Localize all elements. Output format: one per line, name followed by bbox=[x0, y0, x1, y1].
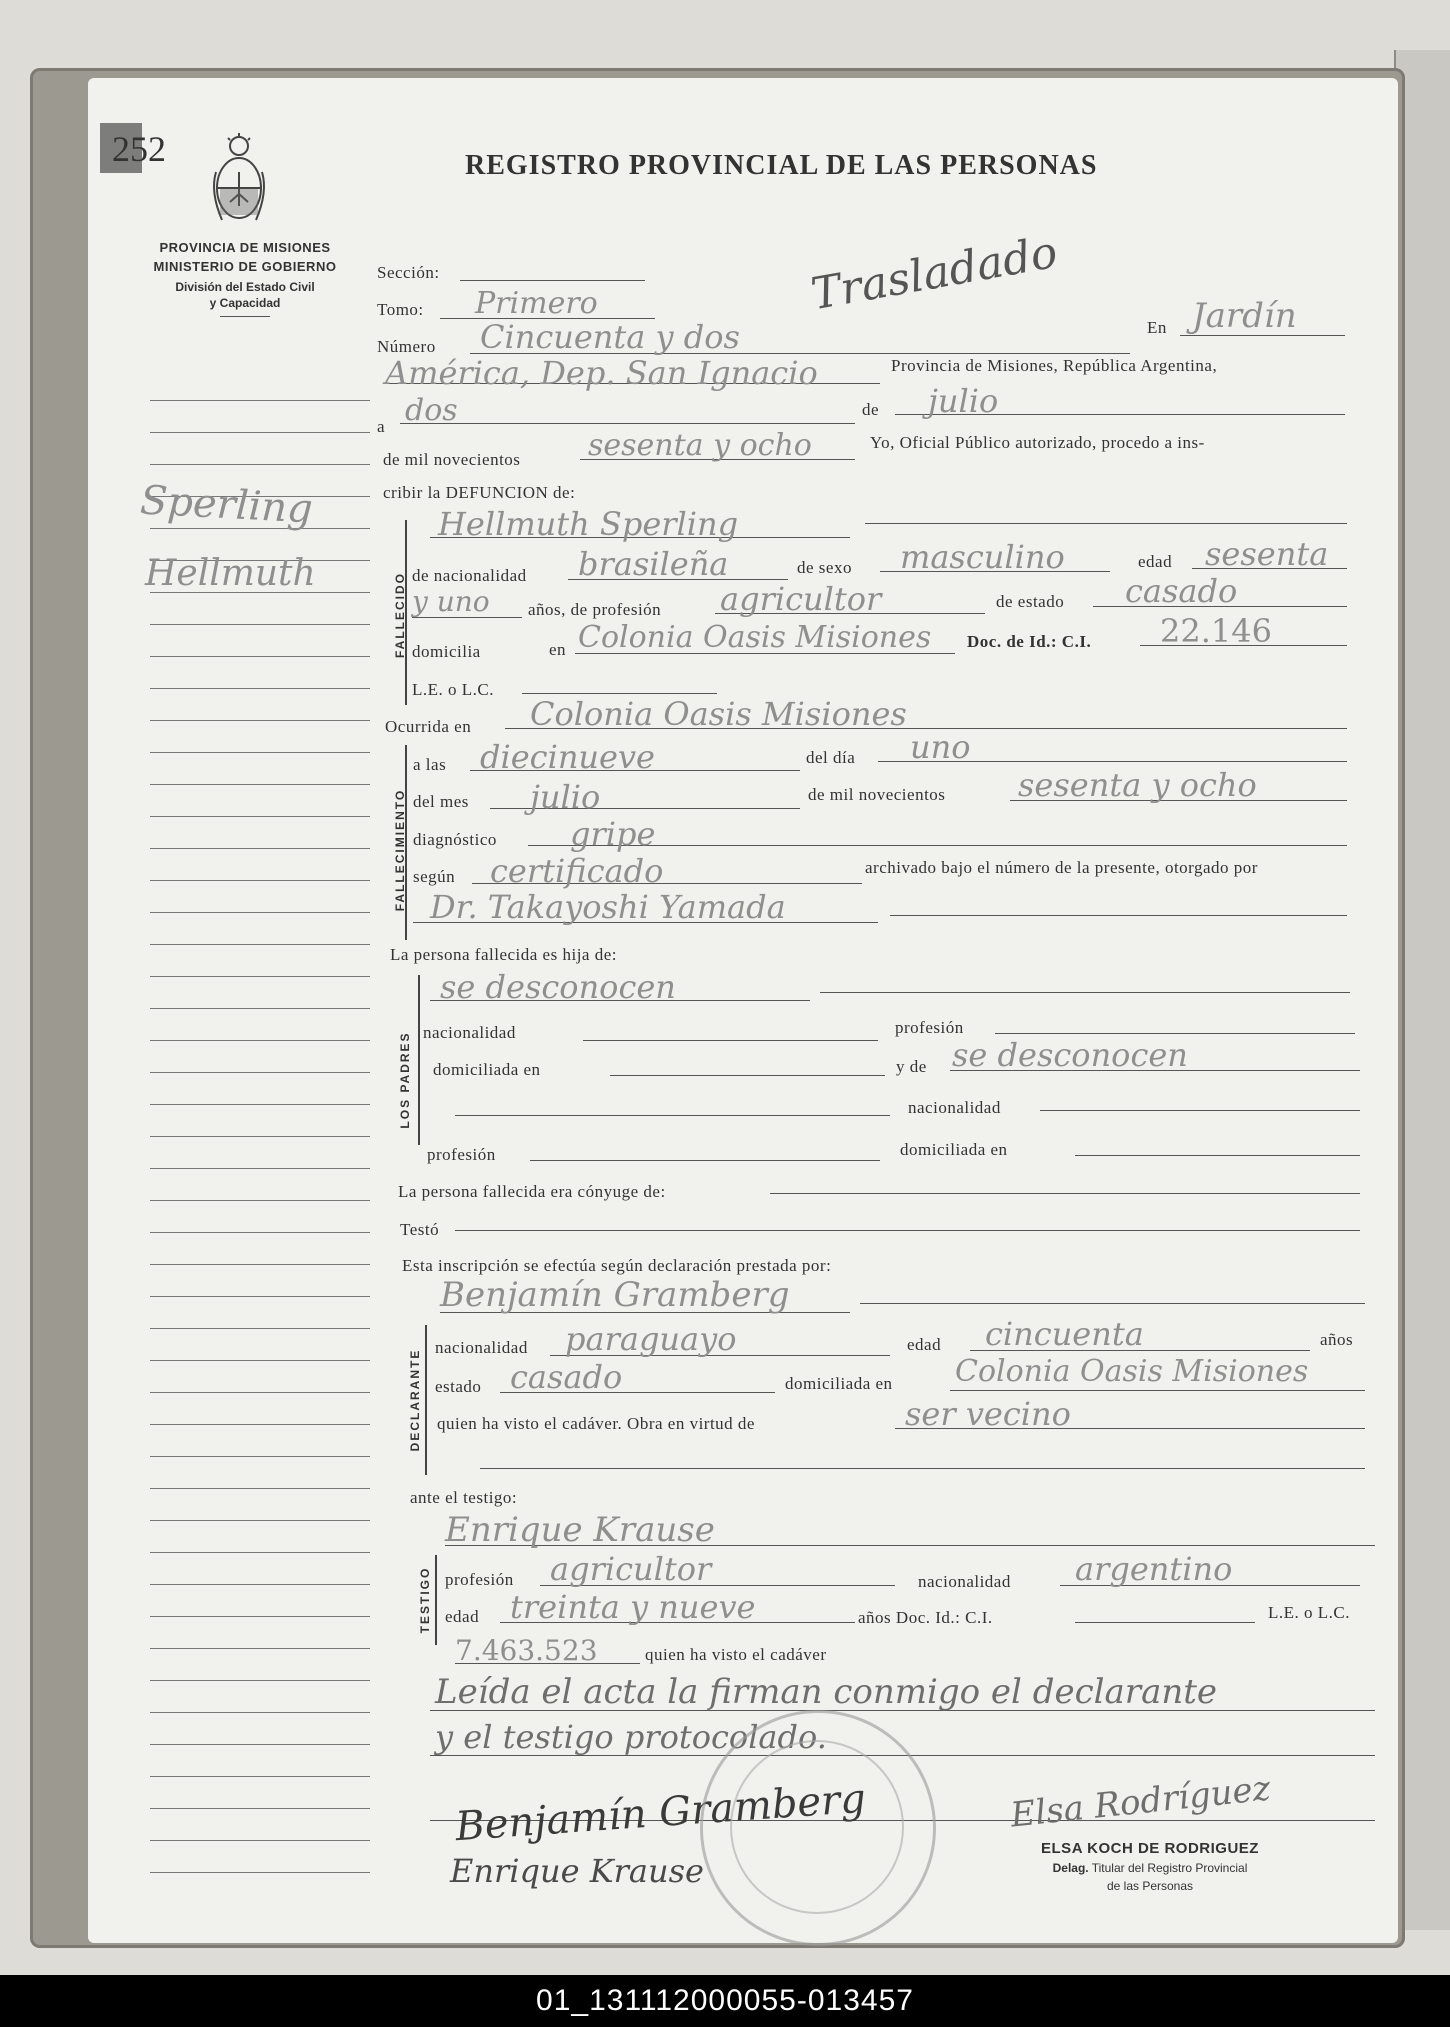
fallecido-section-label: FALLECIDO bbox=[393, 572, 407, 658]
page-number: 252 bbox=[112, 129, 166, 169]
fall-edad-value: sesenta bbox=[1205, 535, 1329, 573]
decl-cadaver-text: quien ha visto el cadáver. Obra en virtud de bbox=[437, 1414, 755, 1433]
day-line bbox=[400, 423, 855, 424]
closing-text-2: y el testigo protocolado. bbox=[435, 1718, 827, 1756]
anio-value: sesenta y ocho bbox=[1018, 766, 1257, 804]
decl-extra-line bbox=[480, 1468, 1365, 1469]
stamp-office: de las Personas bbox=[1106, 1879, 1194, 1893]
madre-domiciliada-label: domiciliada en bbox=[900, 1140, 1008, 1159]
padres-section-label: LOS PADRES bbox=[398, 1031, 412, 1129]
testigo-name: Enrique Krause bbox=[445, 1510, 715, 1550]
fall-domicilio-value: Colonia Oasis Misiones bbox=[578, 620, 932, 655]
fall-anos-label: años, de profesión bbox=[528, 600, 662, 619]
decl-edad-label: edad bbox=[907, 1335, 942, 1354]
fall-doc-value: 22.146 bbox=[1160, 612, 1272, 650]
margin-ruled-lines bbox=[0, 0, 400, 1900]
ministry-name: MINISTERIO DE GOBIERNO bbox=[153, 259, 337, 274]
padre-value: se desconocen bbox=[440, 968, 676, 1006]
decl-estado-label: estado bbox=[435, 1377, 482, 1396]
test-profesion-label: profesión bbox=[445, 1570, 514, 1589]
official-seal-inner bbox=[730, 1740, 904, 1914]
padre-nacionalidad-label: nacionalidad bbox=[423, 1023, 516, 1042]
padre-nacionalidad-line bbox=[583, 1040, 878, 1041]
segun-label: según bbox=[413, 867, 456, 886]
division-name: División del Estado Civil bbox=[175, 280, 315, 294]
stamp-title: Titular del Registro Provincial bbox=[1091, 1861, 1248, 1875]
division-name-2: y Capacidad bbox=[209, 296, 281, 310]
hora-label: a las bbox=[413, 755, 447, 774]
day-value: dos bbox=[405, 393, 458, 428]
numero-value: Cincuenta y dos bbox=[480, 318, 740, 356]
padre-domiciliada-line bbox=[610, 1075, 885, 1076]
stamp-prefix: Delag. bbox=[1052, 1861, 1089, 1875]
declarante-section-label: DECLARANTE bbox=[408, 1348, 422, 1452]
fallecimiento-section-label: FALLECIMIENTO bbox=[393, 788, 407, 912]
fall-estado-label: de estado bbox=[996, 592, 1065, 611]
segun-value: certificado bbox=[490, 852, 664, 890]
dia-value: uno bbox=[910, 728, 971, 766]
numero-label: Número bbox=[377, 337, 436, 356]
year-value: sesenta y ocho bbox=[588, 428, 812, 463]
official-stamp bbox=[990, 1840, 1310, 1893]
file-id: 01_131112000055-013457 bbox=[536, 1984, 914, 2017]
medico-extra-line bbox=[890, 915, 1347, 916]
conyuge-text: La persona fallecida era cónyuge de: bbox=[398, 1182, 666, 1201]
fall-nacionalidad-value: brasileña bbox=[578, 545, 729, 583]
margin-given-name: Hellmuth bbox=[145, 553, 316, 594]
madre-nacionalidad-line bbox=[1040, 1110, 1360, 1111]
decl-anos-label: años bbox=[1320, 1330, 1354, 1349]
oficial-text: Yo, Oficial Público autorizado, procedo a ins- bbox=[870, 433, 1205, 452]
padre-domiciliada-label: domiciliada en bbox=[433, 1060, 541, 1079]
month-value: julio bbox=[928, 382, 999, 420]
test-nacionalidad-label: nacionalidad bbox=[918, 1572, 1011, 1591]
test-le-value: 7.463.523 bbox=[455, 1634, 598, 1667]
madre-name-line bbox=[455, 1115, 890, 1116]
transfer-annotation: Trasladado bbox=[807, 226, 1062, 321]
fall-en-label: en bbox=[549, 640, 567, 659]
tomo-value: Primero bbox=[475, 286, 598, 321]
madre-nacionalidad-label: nacionalidad bbox=[908, 1098, 1001, 1117]
testigo-rail bbox=[435, 1555, 437, 1645]
decl-domiciliada-value: Colonia Oasis Misiones bbox=[955, 1354, 1309, 1389]
mes-label: del mes bbox=[413, 792, 469, 811]
declarante-intro: Esta inscripción se efectúa según declaración prestada por: bbox=[402, 1256, 832, 1275]
fall-estado-value: casado bbox=[1125, 572, 1238, 610]
conyuge-line bbox=[770, 1193, 1360, 1194]
testo-line bbox=[455, 1230, 1360, 1231]
padres-rail bbox=[418, 975, 420, 1145]
mes-value: julio bbox=[530, 778, 601, 816]
fall-sexo-value: masculino bbox=[900, 538, 1065, 576]
fall-domicilio-label: domicilia bbox=[412, 642, 481, 661]
fallecido-name-extra-line bbox=[865, 523, 1347, 524]
testo-label: Testó bbox=[400, 1220, 440, 1239]
medico-value: Dr. Takayoshi Yamada bbox=[430, 888, 786, 926]
margin-surname: Sperling bbox=[138, 477, 314, 533]
inscribir-text: cribir la DEFUNCION de: bbox=[383, 483, 576, 502]
declarante-name: Benjamín Gramberg bbox=[440, 1275, 790, 1315]
test-anos-doc-label: años Doc. Id.: C.I. bbox=[858, 1608, 993, 1627]
fall-sexo-label: de sexo bbox=[797, 558, 852, 577]
decl-nacionalidad-value: paraguayo bbox=[565, 1320, 737, 1358]
declarante-name-extra-line bbox=[860, 1303, 1365, 1304]
madre-domiciliada-line bbox=[1075, 1155, 1360, 1156]
testigo-section-label: TESTIGO bbox=[418, 1566, 432, 1634]
decl-domiciliada-line bbox=[950, 1390, 1365, 1391]
hija-text: La persona fallecida es hija de: bbox=[390, 945, 617, 964]
stamp-title-row bbox=[990, 1861, 1310, 1875]
ocurrida-label: Ocurrida en bbox=[385, 717, 472, 736]
de-label: de bbox=[862, 400, 880, 419]
decl-cadaver-value: ser vecino bbox=[905, 1395, 1071, 1433]
seccion-label: Sección: bbox=[377, 263, 440, 282]
madre-value: se desconocen bbox=[952, 1036, 1188, 1074]
a-label: a bbox=[377, 417, 386, 436]
declarante-signature: Benjamín Gramberg bbox=[453, 1775, 868, 1851]
provincia-text: Provincia de Misiones, República Argentina, bbox=[891, 356, 1218, 375]
ocurrida-value: Colonia Oasis Misiones bbox=[530, 695, 907, 733]
diagnostico-label: diagnóstico bbox=[413, 830, 497, 849]
en-value: Jardín bbox=[1192, 296, 1297, 336]
closing-text-1: Leída el acta la firman conmigo el declarante bbox=[435, 1672, 1218, 1712]
padre-profesion-line bbox=[995, 1033, 1355, 1034]
place-value: América, Dep. San Ignacio bbox=[385, 354, 818, 392]
madre-profesion-line bbox=[530, 1160, 880, 1161]
stamp-name: ELSA KOCH DE RODRIGUEZ bbox=[1041, 1840, 1259, 1857]
fall-le-label: L.E. o L.C. bbox=[412, 680, 494, 699]
fall-nacionalidad-label: de nacionalidad bbox=[412, 566, 527, 585]
fall-profesion-value: agricultor bbox=[720, 580, 882, 618]
en-label: En bbox=[1147, 318, 1167, 337]
anio-label: de mil novecientos bbox=[808, 785, 946, 804]
decl-estado-value: casado bbox=[510, 1358, 623, 1396]
archivado-text: archivado bajo el número de la presente, otorgado por bbox=[865, 858, 1258, 877]
declarante-rail bbox=[425, 1325, 427, 1475]
document-title: REGISTRO PROVINCIAL DE LAS PERSONAS bbox=[465, 150, 1098, 181]
test-cadaver-text: quien ha visto el cadáver bbox=[645, 1645, 827, 1664]
province-name: PROVINCIA DE MISIONES bbox=[159, 240, 331, 255]
madre-profesion-label: profesión bbox=[427, 1145, 496, 1164]
test-le-label: L.E. o L.C. bbox=[1268, 1603, 1350, 1622]
official-signature: Elsa Rodríguez bbox=[1008, 1768, 1273, 1836]
hora-value: diecinueve bbox=[480, 738, 655, 776]
diagnostico-value: gripe bbox=[570, 815, 656, 853]
test-doc-line bbox=[1075, 1622, 1255, 1623]
padre-profesion-label: profesión bbox=[895, 1018, 964, 1037]
fall-edad-label: edad bbox=[1138, 552, 1173, 571]
decl-nacionalidad-label: nacionalidad bbox=[435, 1338, 528, 1357]
fall-doc-label: Doc. de Id.: C.I. bbox=[967, 632, 1092, 651]
testigo-signature: Enrique Krause bbox=[450, 1852, 704, 1890]
fallecido-name: Hellmuth Sperling bbox=[438, 505, 739, 543]
test-edad-value: treinta y nueve bbox=[510, 1588, 756, 1626]
seccion-line bbox=[460, 280, 645, 281]
y-de-label: y de bbox=[896, 1057, 927, 1076]
decl-edad-value: cincuenta bbox=[985, 1315, 1144, 1353]
test-nacionalidad-value: argentino bbox=[1075, 1550, 1233, 1588]
test-profesion-value: agricultor bbox=[550, 1550, 712, 1588]
dia-label: del día bbox=[806, 748, 856, 767]
tomo-label: Tomo: bbox=[377, 300, 424, 319]
fall-le-line bbox=[522, 693, 717, 694]
year-label: de mil novecientos bbox=[383, 450, 521, 469]
decl-domiciliada-label: domiciliada en bbox=[785, 1374, 893, 1393]
fall-edad2-value: y uno bbox=[412, 585, 490, 618]
testigo-ante-text: ante el testigo: bbox=[410, 1488, 518, 1507]
padre-extra-line bbox=[820, 992, 1350, 993]
test-edad-label: edad bbox=[445, 1607, 480, 1626]
